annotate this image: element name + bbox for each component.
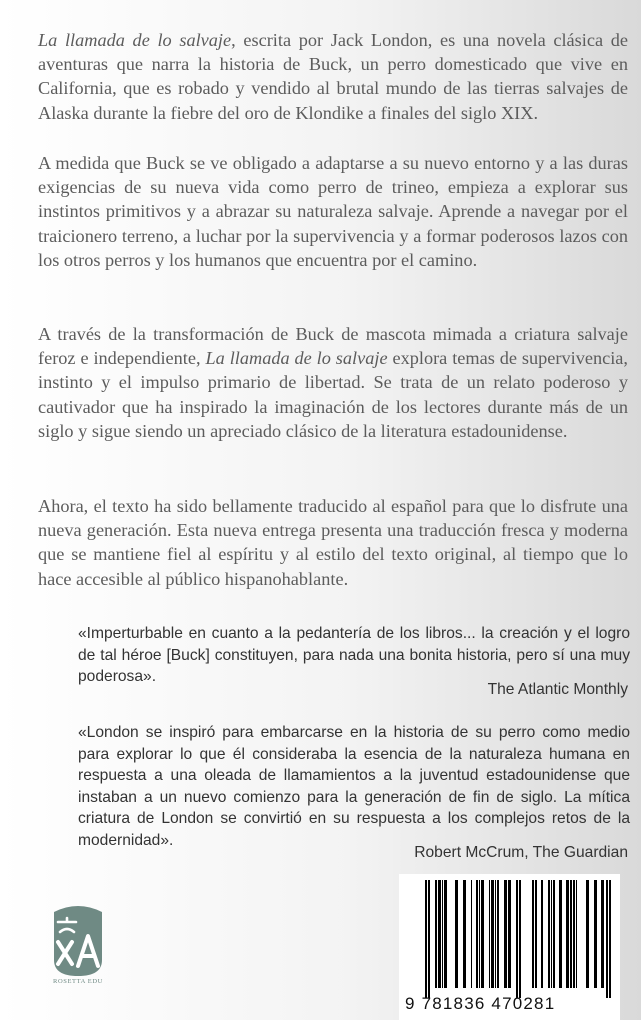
barcode-bar [535,880,537,988]
barcode-bar [491,880,494,988]
barcode-bar [559,880,562,988]
description-paragraph-1 [38,28,628,125]
description-paragraph-3 [38,322,628,443]
review-source-2: Robert McCrum, The Guardian [414,844,628,861]
barcode-guard-bar [609,880,611,998]
barcode-bar [594,880,597,988]
barcode-bar [495,880,496,988]
barcode-bar [508,880,511,988]
review-quote-2: «London se inspiró para embarcarse en la historia de su perro como medio para explorar lo que él consideraba la esencia de la naturaleza humana en respuesta a una oleada de llamamientos a la juventud estadounidense que instaban a un nuevo comienzo para la generación de fin de siglo. La mítica criatura de London se convirtió en su respuesta a los complejos retos de la modernidad». [78,724,630,849]
barcode-bar [479,880,480,988]
paragraph-text: A través de la transformación de Buck de mascota mimada a criatura salvaje feroz e independiente, [38,324,628,369]
isbn-number: 9 781836 470281 [405,994,556,1013]
barcode-guard-bar [425,880,427,998]
barcode-guard-bar [516,880,518,998]
review-quote-1: «Imperturbable en cuanto a la pedantería de los libros... la creación y el logro de tal héroe [Buck] constituyen, para nada una bonita historia, pero sí una muy poderosa». [78,625,630,686]
book-title: La llamada de lo salvaje [38,30,232,50]
barcode-bar [570,880,572,988]
barcode-bar [444,880,447,988]
barcode-bar [601,880,604,988]
barcode-bar [566,880,569,988]
isbn-barcode [399,874,620,1020]
barcode-bar [489,880,490,988]
book-title: La llamada de lo salvaje [205,348,388,369]
barcode-bar [476,880,478,988]
description-paragraph-2: A medida que Buck se ve obligado a adaptarse a su nuevo entorno y a las duras exigencias de su nueva vida como perro de trineo, empieza a explorar sus instintos primitivos y a abrazar su naturaleza salvaje. Aprende a navegar por el traicionero terreno, a luchar por la supervivencia y a formar poderosos lazos con los otros perros y los humanos que encuentra por el camino. [38,153,628,270]
review-source-1: The Atlantic Monthly [487,681,628,698]
barcode-guard-bar [519,880,521,998]
barcode-bar [481,880,484,988]
paragraph-text: explora temas de supervivencia, instinto y el impulso primario de libertad. Se trata de un relato poderoso y cautivador que ha inspirado la imaginación de los lectores durante más de un siglo y sigue siendo un apreciado clásico de la literatura estadounidense. [38,348,628,441]
barcode-bar [435,880,437,988]
barcode-guard-bar [606,880,608,998]
barcode-bar [532,880,534,988]
barcode-bar [548,880,550,988]
barcode-bar [438,880,441,988]
barcode-guard-bar [428,880,430,998]
publisher-logo-icon [48,898,108,988]
barcode-bar [497,880,499,988]
barcode-bar [553,880,555,988]
barcode-bar [576,880,577,988]
barcode-bar [551,880,552,988]
publisher-name: ROSETTA EDU [53,978,103,985]
barcode-bar [471,880,472,988]
barcode-bar [442,880,443,988]
barcode-bar [541,880,543,988]
barcode-bar [455,880,458,988]
description-paragraph-4: Ahora, el texto ha sido bellamente traducido al español para que lo disfrute una nueva generación. Esta nueva entrega presenta una traducción fresca y moderna que se mantiene fiel al espíritu y al estilo del texto original, al tiempo que lo hace accesible al público hispanohablante. [38,496,628,589]
barcode-bar [586,880,589,988]
barcode-bar [504,880,507,988]
paragraph-text: , escrita por Jack London, es una novela clásica de aventuras que narra la historia de Buck, un perro domesticado que vive en California, que es robado y vendido al brutal mundo de las tierras salvajes de Alaska durante la fiebre del oro de Klondike a finales del siglo XIX. [38,30,628,123]
barcode-bar [573,880,575,988]
barcode-bar [463,880,466,988]
